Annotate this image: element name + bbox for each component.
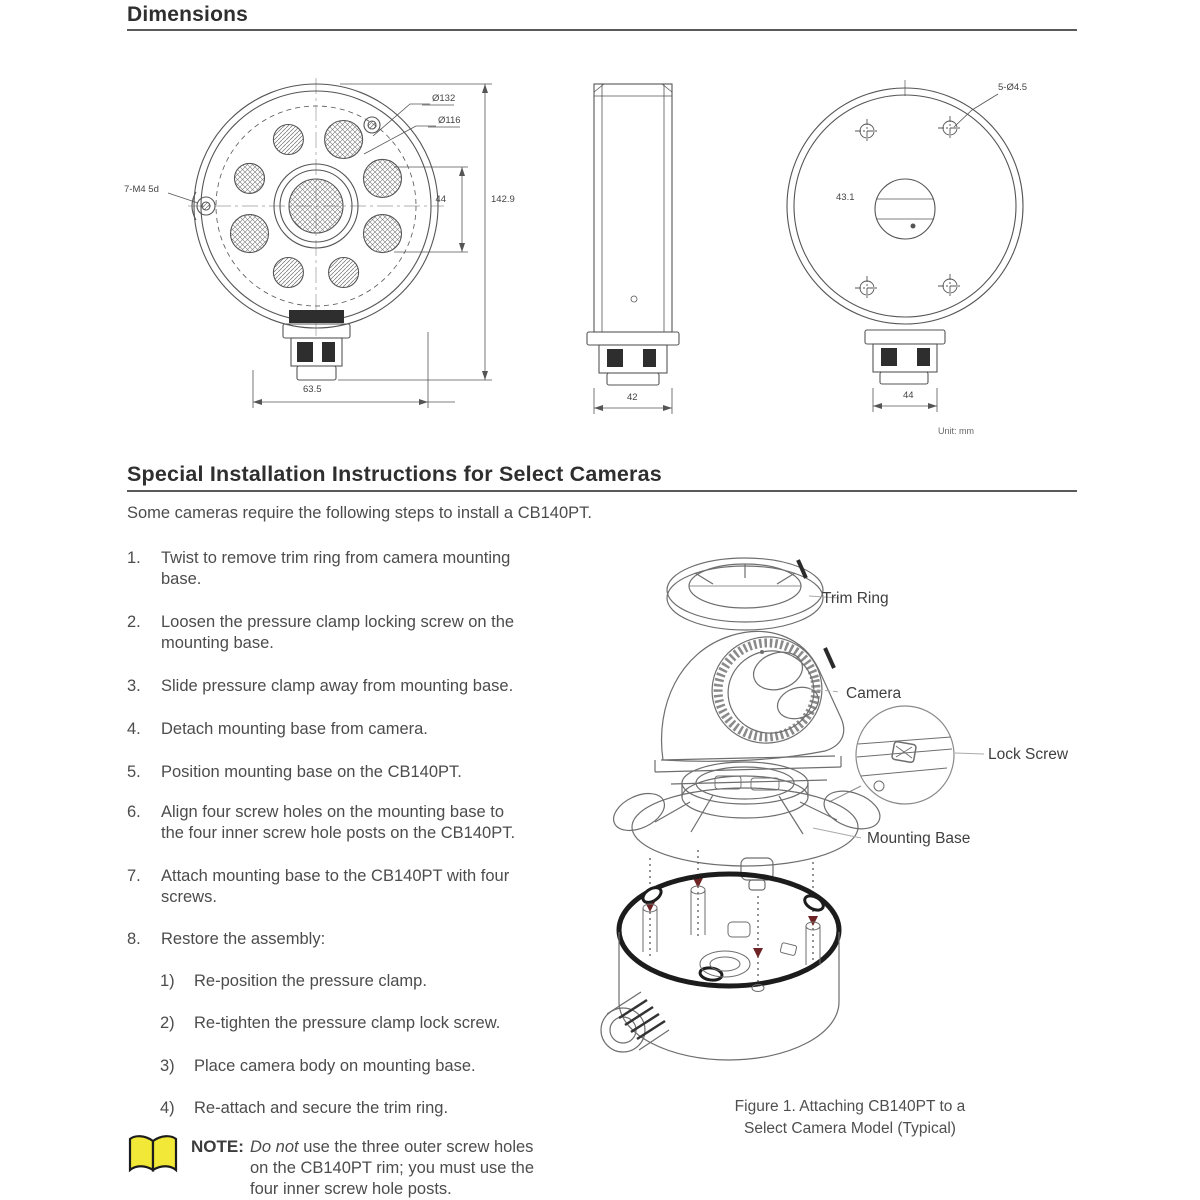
back-view (787, 80, 1023, 412)
section-intro: Some cameras require the following steps to install a CB140PT. (127, 504, 592, 522)
page-title: Dimensions (127, 3, 249, 26)
step-number: 7. (127, 867, 141, 885)
side-depth-label: 42 (627, 392, 638, 403)
title-rule (127, 29, 1077, 31)
unit-label: Unit: mm (938, 426, 974, 436)
back-screw-holes (855, 116, 962, 300)
step-1: 1. Twist to remove trim ring from camera mounting base. (127, 549, 511, 588)
step-8: 8. Restore the assembly: (127, 930, 326, 948)
dimension-drawings (110, 52, 1090, 452)
front-thread-label: 7-M4 5d (124, 184, 159, 195)
exploded-assembly-figure (595, 540, 1095, 1100)
front-dim-width (253, 332, 455, 408)
step-3: 3. Slide pressure clamp away from mounting base. (127, 677, 514, 695)
side-view (587, 84, 679, 414)
step-5: 5. Position mounting base on the CB140PT. (127, 763, 462, 781)
front-dim-height (338, 84, 492, 380)
back-holes-label: 5-Ø4.5 (998, 82, 1028, 93)
step-number: 3. (127, 677, 141, 695)
section-rule (127, 490, 1077, 492)
step-4: 4. Detach mounting base from camera. (127, 720, 428, 738)
figure-caption: Figure 1. Attaching CB140PT to a Select Camera Model (Typical) (734, 1098, 966, 1137)
step-number: 5. (127, 763, 141, 781)
mounting-base-label: Mounting Base (867, 830, 971, 847)
junction-box-drawing (601, 874, 839, 1060)
front-width-label: 63.5 (303, 384, 322, 395)
note-emphasis: Do not (250, 1138, 299, 1156)
back-width-label: 44 (903, 390, 914, 401)
back-conduit (865, 330, 945, 384)
step-2: 2. Loosen the pressure clamp locking screw on the mounting base. (127, 613, 515, 652)
front-conduit (283, 310, 350, 380)
step-number: 2. (127, 613, 141, 631)
section-title: Special Installation Instructions for Select Cameras (127, 462, 662, 486)
step-7: 7. Attach mounting base to the CB140PT with four screws. (127, 867, 510, 906)
note-label: NOTE: (191, 1137, 244, 1156)
substep-1: 1) Re-position the pressure clamp. (160, 972, 427, 990)
camera-label: Camera (846, 685, 902, 702)
substep-2: 2) Re-tighten the pressure clamp lock screw. (160, 1014, 501, 1032)
step-number: 1. (127, 549, 141, 567)
substep-4: 4) Re-attach and secure the trim ring. (160, 1099, 449, 1117)
back-center-knockout (875, 179, 935, 239)
front-height-label: 142.9 (491, 194, 515, 205)
alignment-lines (645, 850, 818, 984)
front-dia-outer-label: Ø132 (432, 93, 456, 104)
trim-ring-drawing (667, 558, 839, 630)
note-text: Do not use the three outer screw holes on the CB140PT rim; you must use the four inner screw hole posts. (250, 1138, 535, 1198)
note-book-icon (127, 1134, 179, 1176)
front-dia-inner-label: Ø116 (438, 115, 461, 126)
camera-drawing (655, 627, 844, 784)
front-view (168, 78, 492, 408)
substep-3: 3) Place camera body on mounting base. (160, 1057, 476, 1075)
step-number: 4. (127, 720, 141, 738)
trim-ring-label: Trim Ring (822, 590, 889, 607)
step-6: 6. Align four screw holes on the mounting base to the four inner screw hole posts on the CB140PT. (127, 803, 516, 842)
back-center-dim-label: 43.1 (836, 192, 855, 203)
step-number: 8. (127, 930, 141, 948)
lock-screw-label: Lock Screw (988, 746, 1069, 763)
step-number: 6. (127, 803, 141, 821)
front-44-label: 44 (435, 194, 446, 205)
lock-screw-magnifier (829, 706, 984, 804)
box-conduit-fitting (601, 992, 669, 1052)
